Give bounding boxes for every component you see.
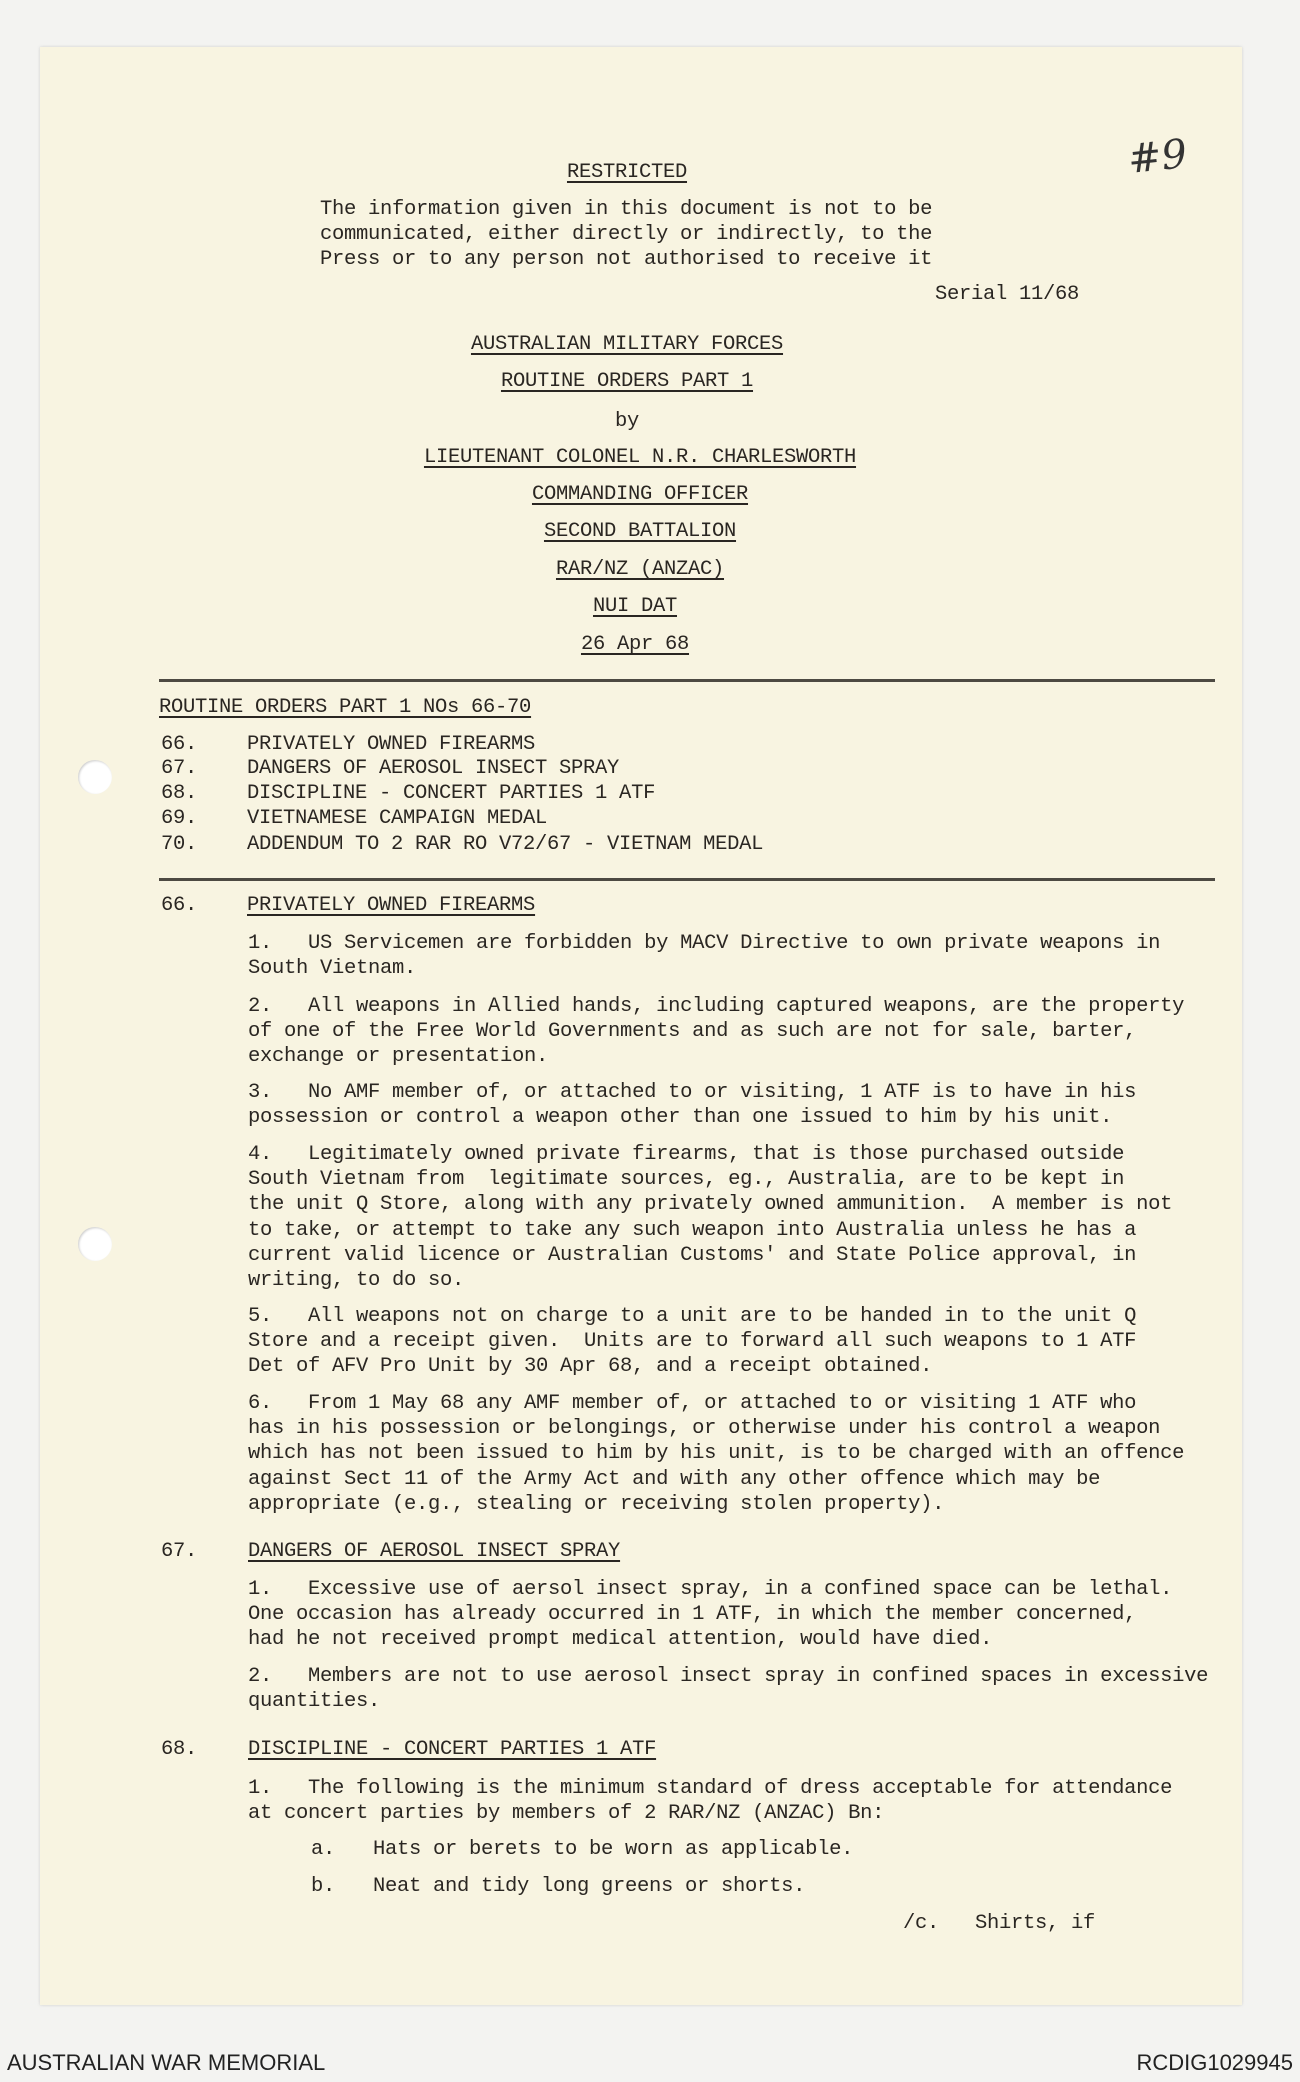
index-number: 67. [161,757,198,780]
paragraph [248,1391,1184,1517]
paragraph-line: to take, or attempt to take any such weapon into Australia unless he has a [248,1218,1137,1242]
punch-hole [78,1227,112,1261]
section-number: 67. [161,1540,198,1563]
divider [159,679,1215,682]
index-title-item: PRIVATELY OWNED FIREARMS [247,733,536,756]
divider [159,878,1215,881]
paragraph-line: current valid licence or Australian Customs' and State Police approval, in [248,1243,1137,1267]
footer-item-id: RCDIG1029945 [1136,2050,1293,2075]
paragraph-line: possession or control a weapon other than one issued to him by his unit. [248,1106,1113,1130]
paragraph-line: exchange or presentation. [248,1045,549,1069]
paragraph-line: appropriate (e.g., stealing or receiving stolen property). [248,1492,945,1516]
paragraph-line: which has not been issued to him by his unit, is to be charged with an offence [248,1442,1185,1466]
paragraph-line: had he not received prompt medical attention, would have died. [248,1628,993,1652]
index-title-item: VIETNAMESE CAMPAIGN MEDAL [247,807,548,830]
date-line: 26 Apr 68 [580,633,690,656]
section-title: DISCIPLINE - CONCERT PARTIES 1 ATF [248,1738,657,1761]
paragraph-line: 2. Members are not to use aerosol insect spray in confined spaces in excessive [248,1665,1209,1688]
heading-line: LIEUTENANT COLONEL N.R. CHARLESWORTH [423,446,857,469]
paragraph-line: has in his possession or belongings, or otherwise under his control a weapon [248,1417,1161,1441]
paragraph-line: 1. The following is the minimum standard of dress acceptable for attendance [248,1777,1173,1800]
notice-line: The information given in this document is not to be [320,198,933,221]
handwritten-page-number: #9 [1125,131,1190,183]
paragraph [248,1304,1136,1380]
section-number: 68. [161,1738,198,1761]
continuation-note: /c. Shirts, if [903,1912,1096,1935]
heading-line: NUI DAT [592,595,678,618]
heading-line: AUSTRALIAN MILITARY FORCES [470,333,784,356]
paragraph-line: the unit Q Store, along with any privately owned ammunition. A member is not [248,1193,1173,1217]
paragraph-line: writing, to do so. [248,1269,465,1293]
punch-hole [78,760,112,794]
paragraph-line: 2. All weapons in Allied hands, including captured weapons, are the property [248,995,1185,1018]
subitem-text: Neat and tidy long greens or shorts. [373,1875,806,1898]
serial-number: Serial 11/68 [935,283,1080,306]
index-number: 69. [161,807,198,830]
paragraph-line: 3. No AMF member of, or attached to or visiting, 1 ATF is to have in his [248,1081,1137,1104]
paragraph-line: at concert parties by members of 2 RAR/NZ (ANZAC) Bn: [248,1802,885,1826]
paragraph [248,994,1184,1070]
index-number: 70. [161,833,198,856]
heading-line: by [614,410,640,433]
section-number: 66. [161,894,198,917]
paragraph-line: Store and a receipt given. Units are to forward all such weapons to 1 ATF [248,1330,1137,1354]
paragraph-line: South Vietnam from legitimate sources, eg., Australia, are to be kept in [248,1168,1125,1192]
paragraph [248,1664,1208,1714]
notice-line: Press or to any person not authorised to receive it [320,248,933,271]
paragraph-line: Det of AFV Pro Unit by 30 Apr 68, and a receipt obtained. [248,1355,933,1379]
notice-line: communicated, either directly or indirectly, to the [320,223,933,246]
index-title-item: DANGERS OF AEROSOL INSECT SPRAY [247,757,620,780]
subitem-label: b. [311,1875,336,1898]
index-title-item: DISCIPLINE - CONCERT PARTIES 1 ATF [247,782,656,805]
subitem-text: Hats or berets to be worn as applicable. [373,1838,854,1861]
paragraph [248,931,1160,981]
paragraph-line: 5. All weapons not on charge to a unit are to be handed in to the unit Q [248,1305,1137,1328]
index-title-item: ADDENDUM TO 2 RAR RO V72/67 - VIETNAM MEDAL [247,833,764,856]
paragraph-line: of one of the Free World Governments and as such are not for sale, barter, [248,1020,1137,1044]
paragraph [248,1776,1172,1826]
classification-label: RESTRICTED [566,161,688,184]
index-title: ROUTINE ORDERS PART 1 NOs 66-70 [159,696,532,719]
paragraph-line: against Sect 11 of the Army Act and with any other offence which may be [248,1467,1101,1491]
paragraph-line: quantities. [248,1690,381,1714]
paragraph-line: South Vietnam. [248,957,417,981]
section-title: DANGERS OF AEROSOL INSECT SPRAY [248,1540,621,1563]
footer-archive-name: AUSTRALIAN WAR MEMORIAL [7,2050,326,2075]
heading-line: SECOND BATTALION [543,520,737,543]
paragraph-line: 6. From 1 May 68 any AMF member of, or attached to or visiting 1 ATF who [248,1392,1137,1415]
paragraph-line: 4. Legitimately owned private firearms, that is those purchased outside [248,1143,1125,1166]
index-number: 66. [161,733,198,756]
paragraph [248,1577,1172,1653]
paragraph [248,1142,1172,1293]
paragraph [248,1080,1136,1130]
heading-line: COMMANDING OFFICER [531,483,749,506]
section-title: PRIVATELY OWNED FIREARMS [247,894,536,917]
index-number: 68. [161,782,198,805]
subitem-label: a. [311,1838,336,1861]
paragraph-line: 1. US Servicemen are forbidden by MACV Directive to own private weapons in [248,932,1161,955]
heading-line: ROUTINE ORDERS PART 1 [500,370,754,393]
heading-line: RAR/NZ (ANZAC) [555,558,725,581]
paragraph-line: 1. Excessive use of aersol insect spray, in a confined space can be lethal. [248,1578,1173,1601]
paragraph-line: One occasion has already occurred in 1 ATF, in which the member concerned, [248,1603,1137,1627]
